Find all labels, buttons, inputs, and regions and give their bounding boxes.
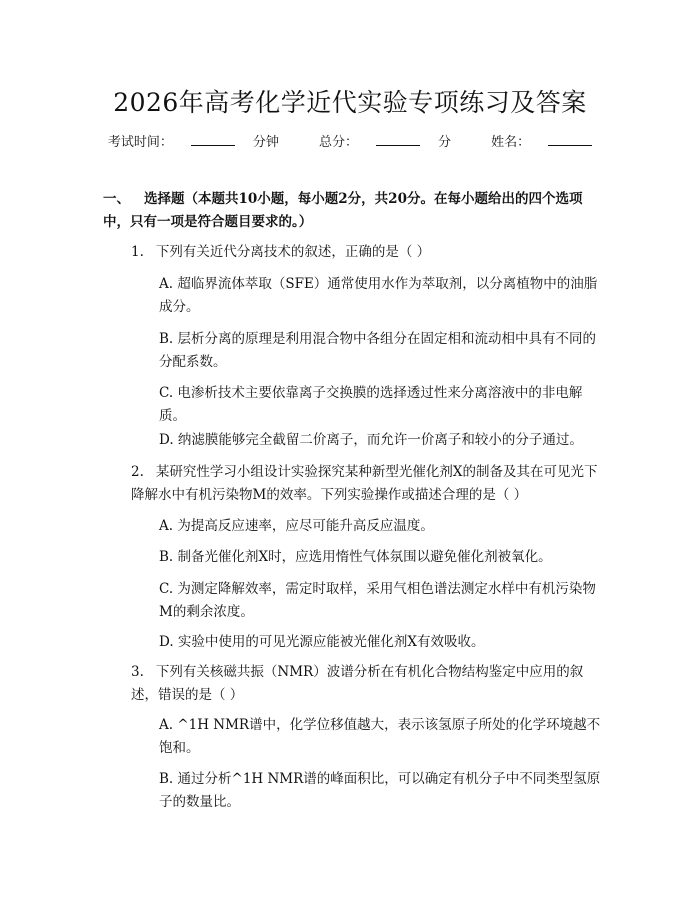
option-text: B. 通过分析^1H NMR谱的峰面积比，可以确定有机分子中不同类型氢原子的数量比。: [159, 771, 601, 810]
time-field: [99, 135, 292, 150]
option-text: B. 制备光催化剂X时，应选用惰性气体氛围以避免催化剂被氧化。: [159, 549, 552, 565]
option-item: [103, 515, 602, 538]
score-field: [310, 135, 464, 150]
name-blank: [548, 133, 592, 146]
question-text: 下列有关核磁共振（NMR）波谱分析在有机化合物结构鉴定中应用的叙述，错误的是（ ）: [131, 664, 584, 703]
question-text: 某研究性学习小组设计实验探究某种新型光催化剂X的制备及其在可见光下降解水中有机污染物M的效率。下列实验操作或描述合理的是（ ）: [131, 464, 598, 503]
question-number: 2.: [131, 464, 144, 480]
section-number: 一、: [103, 191, 130, 207]
option-text: D. 纳滤膜能够完全截留二价离子，而允许一价离子和较小的分子通过。: [159, 432, 583, 448]
time-label: 考试时间：: [107, 135, 173, 150]
question-stem: [103, 461, 602, 507]
question-text: 下列有关近代分离技术的叙述，正确的是（ ）: [155, 244, 431, 260]
option-text: A. 超临界流体萃取（SFE）通常使用水作为萃取剂，以分离植物中的油脂成分。: [159, 276, 598, 315]
option-text: D. 实验中使用的可见光源应能被光催化剂X有效吸收。: [159, 634, 485, 650]
option-item: [103, 714, 602, 760]
question-stem: [103, 241, 602, 264]
time-unit: 分钟: [252, 135, 279, 150]
section-text: 选择题（本题共10小题，每小题2分，共20分。在每小题给出的四个选项中，只有一项是符合题目要求的。）: [103, 191, 583, 230]
option-item: [103, 631, 602, 654]
section-heading: [103, 188, 603, 234]
score-blank: [376, 133, 420, 146]
question-stem: [103, 661, 602, 707]
option-text: C. 为测定降解效率，需定时取样，采用气相色谱法测定水样中有机污染物M的剩余浓度。: [159, 581, 596, 620]
score-label: 总分：: [318, 135, 358, 150]
option-item: [103, 429, 602, 452]
option-text: A. 为提高反应速率，应尽可能升高反应温度。: [159, 518, 434, 534]
option-text: B. 层析分离的原理是利用混合物中各组分在固定相和流动相中具有不同的分配系数。: [159, 331, 597, 370]
option-item: [103, 382, 602, 428]
time-blank: [191, 133, 235, 146]
score-unit: 分: [438, 135, 452, 150]
option-item: [103, 546, 602, 569]
question-number: 1.: [131, 244, 144, 260]
option-item: [103, 328, 602, 374]
option-text: C. 电渗析技术主要依靠离子交换膜的选择透过性来分离溶液中的非电解质。: [159, 385, 583, 424]
name-label: 姓名：: [491, 135, 531, 150]
option-text: A. ^1H NMR谱中，化学位移值越大，表示该氢原子所处的化学环境越不饱和。: [159, 717, 601, 756]
exam-meta: [0, 131, 700, 150]
name-field: [482, 135, 601, 150]
option-item: [103, 578, 602, 624]
option-item: [103, 768, 602, 814]
option-item: [103, 273, 602, 319]
question-number: 3.: [131, 664, 144, 680]
exam-title: 2026年高考化学近代实验专项练习及答案: [113, 88, 587, 117]
